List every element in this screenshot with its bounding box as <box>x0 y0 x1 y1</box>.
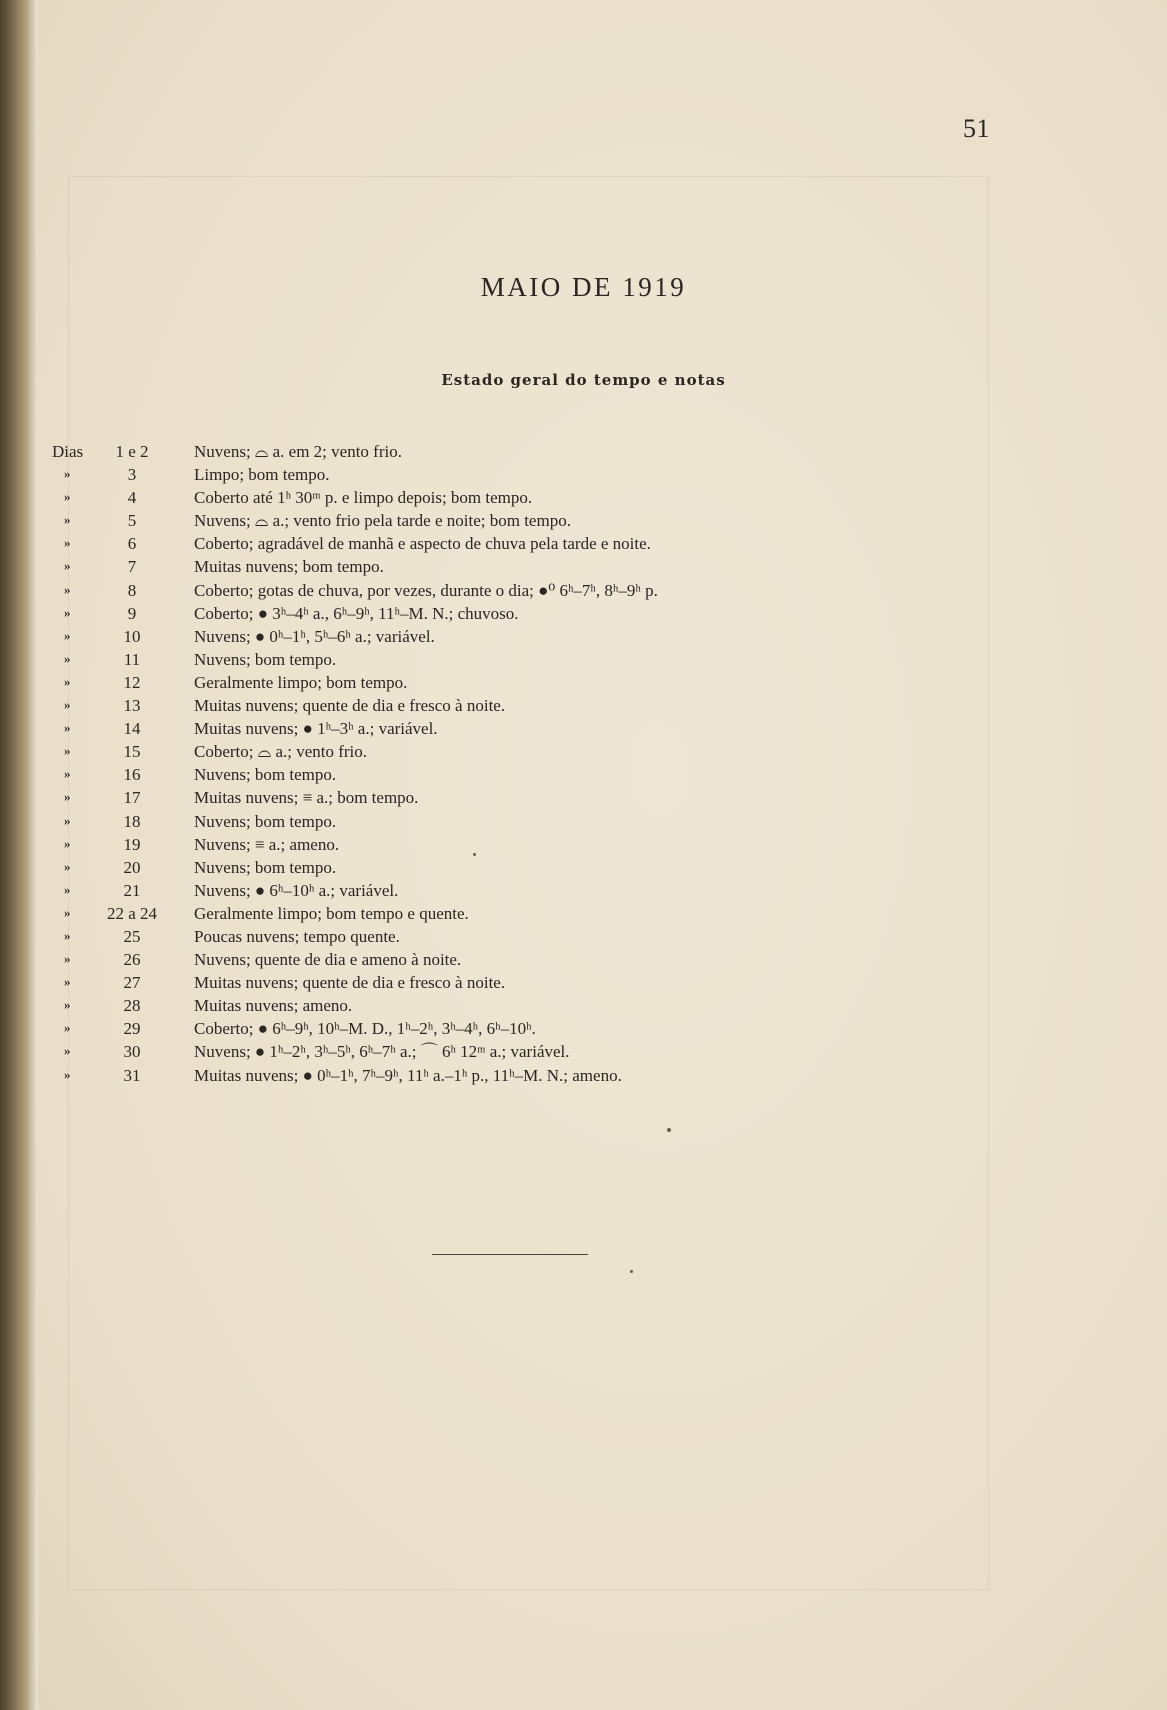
ditto-mark: » <box>64 1020 71 1036</box>
day-number: 14 <box>123 719 141 739</box>
weather-note: Coberto; gotas de chuva, por vezes, durante o dia; ●⁰ 6ʰ–7ʰ, 8ʰ–9ʰ p. <box>194 580 658 600</box>
weather-note: Muitas nuvens; ● 0ʰ–1ʰ, 7ʰ–9ʰ, 11ʰ a.–1ʰ p., 11ʰ–M. N.; ameno. <box>194 1065 622 1085</box>
weather-note: Nuvens; ≡ a.; ameno. <box>194 834 340 854</box>
day-number: 28 <box>123 996 141 1016</box>
ditto-mark: » <box>64 951 71 967</box>
day-number: 21 <box>123 880 141 900</box>
list-item <box>0 994 1167 1017</box>
day-number: 7 <box>127 557 137 577</box>
weather-note: Poucas nuvens; tempo quente. <box>194 926 400 946</box>
weather-note: Muitas nuvens; ≡ a.; bom tempo. <box>194 788 419 808</box>
ditto-mark: » <box>64 581 71 597</box>
day-number: 16 <box>123 765 141 785</box>
list-item <box>0 833 1167 856</box>
weather-note: Nuvens; ● 0ʰ–1ʰ, 5ʰ–6ʰ a.; variável. <box>194 626 435 646</box>
ditto-mark: » <box>64 743 71 759</box>
ditto-mark: » <box>64 812 71 828</box>
ditto-mark: » <box>64 627 71 643</box>
ditto-mark: » <box>64 697 71 713</box>
day-number: 3 <box>127 465 137 485</box>
weather-note: Muitas nuvens; quente de dia e fresco à noite. <box>194 696 506 716</box>
list-item <box>0 971 1167 994</box>
list-item <box>0 648 1167 671</box>
list-item <box>0 763 1167 786</box>
ditto-mark: » <box>64 974 71 990</box>
list-item <box>0 879 1167 902</box>
list-item <box>0 509 1167 532</box>
dias-label: Dias <box>52 442 84 461</box>
weather-note: Muitas nuvens; ● 1ʰ–3ʰ a.; variável. <box>194 719 438 739</box>
list-item <box>0 486 1167 509</box>
weather-notes-list <box>0 440 1167 1087</box>
weather-note: Coberto até 1ʰ 30ᵐ p. e limpo depois; bom tempo. <box>194 488 533 508</box>
ditto-mark: » <box>64 997 71 1013</box>
weather-note: Coberto; ● 3ʰ–4ʰ a., 6ʰ–9ʰ, 11ʰ–M. N.; chuvoso. <box>194 603 519 623</box>
weather-note: Nuvens; ● 1ʰ–2ʰ, 3ʰ–5ʰ, 6ʰ–7ʰ a.; ⌒ 6ʰ 12ᵐ a.; variável. <box>194 1042 570 1062</box>
day-number: 6 <box>127 534 137 554</box>
weather-note: Nuvens; ● 6ʰ–10ʰ a.; variável. <box>194 880 399 900</box>
weather-note: Nuvens; ⌓ a.; vento frio pela tarde e noite; bom tempo. <box>194 511 571 531</box>
ditto-mark: » <box>64 720 71 736</box>
list-item <box>0 440 1167 463</box>
ditto-mark: » <box>64 512 71 528</box>
day-number: 22 a 24 <box>106 903 158 923</box>
list-item <box>0 717 1167 740</box>
ditto-mark: » <box>64 766 71 782</box>
list-item <box>0 948 1167 971</box>
list-item <box>0 1040 1167 1063</box>
list-item <box>0 579 1167 602</box>
list-item <box>0 463 1167 486</box>
weather-note: Limpo; bom tempo. <box>194 465 330 485</box>
list-item <box>0 694 1167 717</box>
weather-note: Coberto; agradável de manhã e aspecto de chuva pela tarde e noite. <box>194 534 651 554</box>
list-item <box>0 856 1167 879</box>
list-item <box>0 555 1167 578</box>
ditto-mark: » <box>64 558 71 574</box>
ditto-mark: » <box>64 489 71 505</box>
weather-note: Geralmente limpo; bom tempo. <box>194 672 408 692</box>
day-number: 19 <box>123 834 141 854</box>
list-item <box>0 671 1167 694</box>
ditto-mark: » <box>64 835 71 851</box>
day-number: 26 <box>123 950 141 970</box>
weather-note: Nuvens; bom tempo. <box>194 857 337 877</box>
day-number: 15 <box>123 742 141 762</box>
list-item <box>0 810 1167 833</box>
day-number: 18 <box>123 811 141 831</box>
ditto-mark: » <box>64 466 71 482</box>
day-number: 27 <box>123 973 141 993</box>
list-item <box>0 740 1167 763</box>
ditto-mark: » <box>64 650 71 666</box>
day-number: 1 e 2 <box>115 442 149 461</box>
day-number: 4 <box>127 488 137 508</box>
paper-speck <box>630 1270 633 1273</box>
ditto-mark: » <box>64 604 71 620</box>
page-number: 51 <box>963 114 990 143</box>
weather-note: Nuvens; ⌓ a. em 2; vento frio. <box>194 442 402 461</box>
day-number: 11 <box>123 649 141 669</box>
list-item <box>0 1064 1167 1087</box>
list-item <box>0 602 1167 625</box>
closing-rule <box>432 1254 588 1255</box>
weather-note: Muitas nuvens; bom tempo. <box>194 557 384 577</box>
day-number: 20 <box>123 857 141 877</box>
ditto-mark: » <box>64 881 71 897</box>
weather-note: Geralmente limpo; bom tempo e quente. <box>194 903 469 923</box>
weather-note: Muitas nuvens; ameno. <box>194 996 353 1016</box>
ditto-mark: » <box>64 789 71 805</box>
day-number: 8 <box>127 580 137 600</box>
day-number: 12 <box>123 672 141 692</box>
day-number: 5 <box>127 511 137 531</box>
weather-note: Nuvens; bom tempo. <box>194 765 337 785</box>
day-number: 29 <box>123 1019 141 1039</box>
list-item <box>0 625 1167 648</box>
paper-speck <box>667 1128 671 1132</box>
ditto-mark: » <box>64 858 71 874</box>
day-number: 17 <box>123 788 141 808</box>
list-item <box>0 902 1167 925</box>
day-number: 30 <box>123 1042 141 1062</box>
day-number: 13 <box>123 696 141 716</box>
day-number: 25 <box>123 926 141 946</box>
list-item <box>0 1017 1167 1040</box>
weather-note: Coberto; ⌓ a.; vento frio. <box>194 742 368 762</box>
list-item <box>0 786 1167 809</box>
paper-speck <box>473 853 476 856</box>
day-number: 9 <box>127 603 137 623</box>
day-number: 31 <box>123 1065 141 1085</box>
weather-note: Nuvens; bom tempo. <box>194 811 337 831</box>
section-subtitle: Estado geral do tempo e notas <box>441 371 726 389</box>
list-item <box>0 925 1167 948</box>
list-item <box>0 532 1167 555</box>
weather-note: Coberto; ● 6ʰ–9ʰ, 10ʰ–M. D., 1ʰ–2ʰ, 3ʰ–4ʰ, 6ʰ–10ʰ. <box>194 1019 536 1039</box>
ditto-mark: » <box>64 535 71 551</box>
ditto-mark: » <box>64 1043 71 1059</box>
ditto-mark: » <box>64 1066 71 1082</box>
page-title: MAIO DE 1919 <box>480 272 687 302</box>
weather-note: Nuvens; bom tempo. <box>194 649 337 669</box>
day-number: 10 <box>123 626 141 646</box>
weather-note: Muitas nuvens; quente de dia e fresco à noite. <box>194 973 506 993</box>
weather-note: Nuvens; quente de dia e ameno à noite. <box>194 950 462 970</box>
ditto-mark: » <box>64 673 71 689</box>
ditto-mark: » <box>64 927 71 943</box>
ditto-mark: » <box>64 904 71 920</box>
